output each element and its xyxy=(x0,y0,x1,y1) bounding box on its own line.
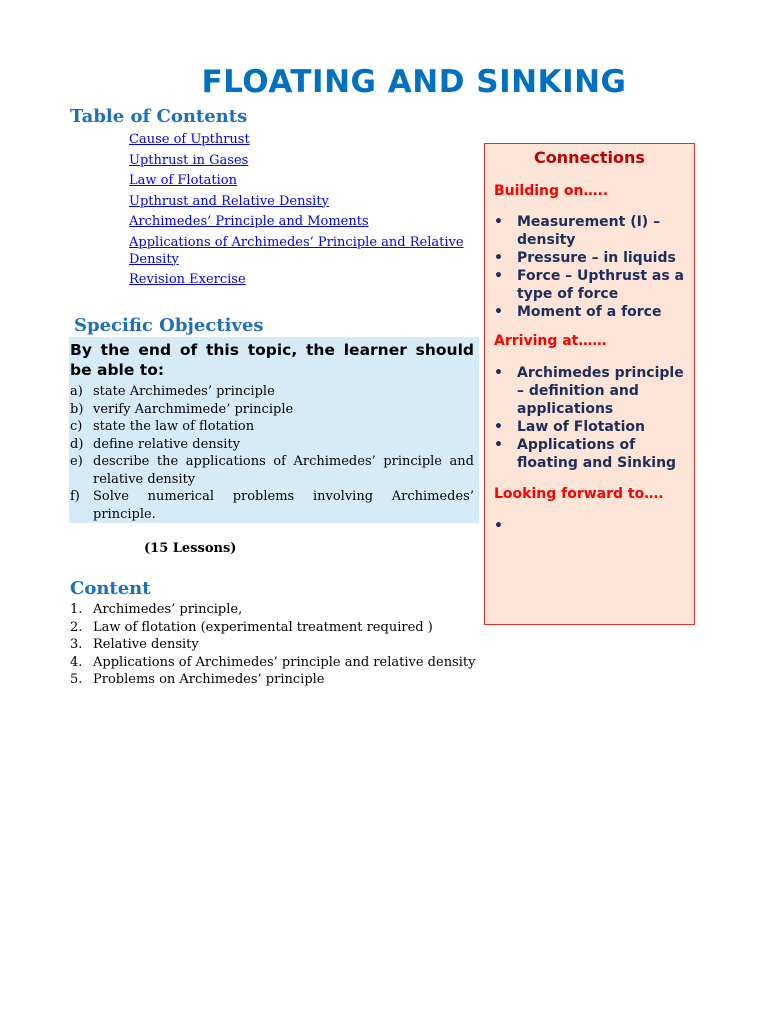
objective-item xyxy=(70,453,474,488)
connection-text: Force – Upthrust as a type of force xyxy=(517,268,684,302)
objective-text: Solve numerical problems involving Archimedes’ principle. xyxy=(93,489,474,522)
connection-text: Measurement (I) – density xyxy=(517,214,661,248)
content-text: Law of flotation (experimental treatment required ) xyxy=(93,619,433,635)
bullet-icon: • xyxy=(494,250,503,266)
connection-item xyxy=(494,436,690,472)
objective-text: state Archimedes’ principle xyxy=(93,384,275,399)
toc-heading: Table of Contents xyxy=(70,106,248,127)
content-marker: 4. xyxy=(70,654,83,670)
objective-item xyxy=(70,418,474,436)
bullet-icon: • xyxy=(494,214,503,230)
connection-item xyxy=(494,267,690,303)
building-on-list xyxy=(494,213,690,321)
toc-list xyxy=(129,131,474,292)
toc-link-archimedes-moments[interactable]: Archimedes’ Principle and Moments xyxy=(129,214,369,229)
connections-title: Connections xyxy=(534,148,645,167)
lessons-count: (15 Lessons) xyxy=(144,541,237,556)
objective-marker: e) xyxy=(70,454,83,469)
connection-text: Applications of floating and Sinking xyxy=(517,437,677,471)
bullet-icon: • xyxy=(494,268,503,284)
connection-item xyxy=(494,303,690,321)
toc-link-applications[interactable]: Applications of Archimedes’ Principle and Relative Density xyxy=(129,234,464,267)
connection-item xyxy=(494,249,690,267)
arriving-at-label: Arriving at…… xyxy=(494,333,607,349)
content-marker: 2. xyxy=(70,619,83,635)
toc-link-law-of-flotation[interactable]: Law of Flotation xyxy=(129,173,237,188)
content-text: Archimedes’ principle, xyxy=(93,602,243,617)
arriving-at-list xyxy=(494,364,690,472)
objective-marker: c) xyxy=(70,419,83,434)
objective-text: describe the applications of Archimedes’ principle and relative density xyxy=(93,454,474,487)
page-title: FLOATING AND SINKING xyxy=(201,64,627,100)
connection-item xyxy=(494,418,690,436)
objective-item xyxy=(70,436,474,454)
objective-marker: b) xyxy=(70,401,84,417)
objective-item xyxy=(70,383,474,401)
connection-text: Law of Flotation xyxy=(517,419,645,435)
connection-text: Moment of a force xyxy=(517,304,662,320)
connection-item xyxy=(494,517,690,535)
objective-text: define relative density xyxy=(93,436,241,452)
content-marker: 3. xyxy=(70,637,83,652)
toc-link-revision-exercise[interactable]: Revision Exercise xyxy=(129,272,246,287)
content-item xyxy=(70,636,480,654)
looking-forward-list xyxy=(494,517,690,535)
content-item xyxy=(70,671,480,689)
objectives-list xyxy=(70,383,474,523)
content-list xyxy=(70,601,480,689)
content-heading: Content xyxy=(70,578,151,599)
content-marker: 5. xyxy=(70,672,83,687)
objectives-heading: Specific Objectives xyxy=(74,315,264,336)
connection-item xyxy=(494,364,690,418)
toc-link-cause-of-upthrust[interactable]: Cause of Upthrust xyxy=(129,132,250,147)
content-item xyxy=(70,654,480,672)
connection-text: Pressure – in liquids xyxy=(517,250,676,266)
objectives-intro: By the end of this topic, the learner should be able to: xyxy=(70,341,474,379)
bullet-icon: • xyxy=(494,518,503,534)
content-text: Problems on Archimedes’ principle xyxy=(93,672,325,687)
objective-item xyxy=(70,401,474,419)
connection-text: Archimedes principle – definition and applications xyxy=(517,365,684,417)
content-text: Relative density xyxy=(93,637,199,652)
bullet-icon: • xyxy=(494,304,503,320)
bullet-icon: • xyxy=(494,365,503,381)
content-marker: 1. xyxy=(70,602,83,617)
objective-marker: f) xyxy=(70,489,80,504)
content-item xyxy=(70,619,480,637)
objective-text: verify Aarchmimede’ principle xyxy=(93,401,294,417)
toc-link-upthrust-relative-density[interactable]: Upthrust and Relative Density xyxy=(129,193,329,209)
content-text: Applications of Archimedes’ principle and relative density xyxy=(93,654,476,670)
bullet-icon: • xyxy=(494,437,503,453)
objective-item xyxy=(70,488,474,523)
content-item xyxy=(70,601,480,619)
looking-forward-label: Looking forward to…. xyxy=(494,486,664,502)
connection-item xyxy=(494,213,690,249)
objective-text: state the law of flotation xyxy=(93,419,255,434)
toc-link-upthrust-in-gases[interactable]: Upthrust in Gases xyxy=(129,152,249,168)
objective-marker: d) xyxy=(70,436,84,452)
bullet-icon: • xyxy=(494,419,503,435)
objective-marker: a) xyxy=(70,384,83,399)
building-on-label: Building on….. xyxy=(494,183,609,199)
